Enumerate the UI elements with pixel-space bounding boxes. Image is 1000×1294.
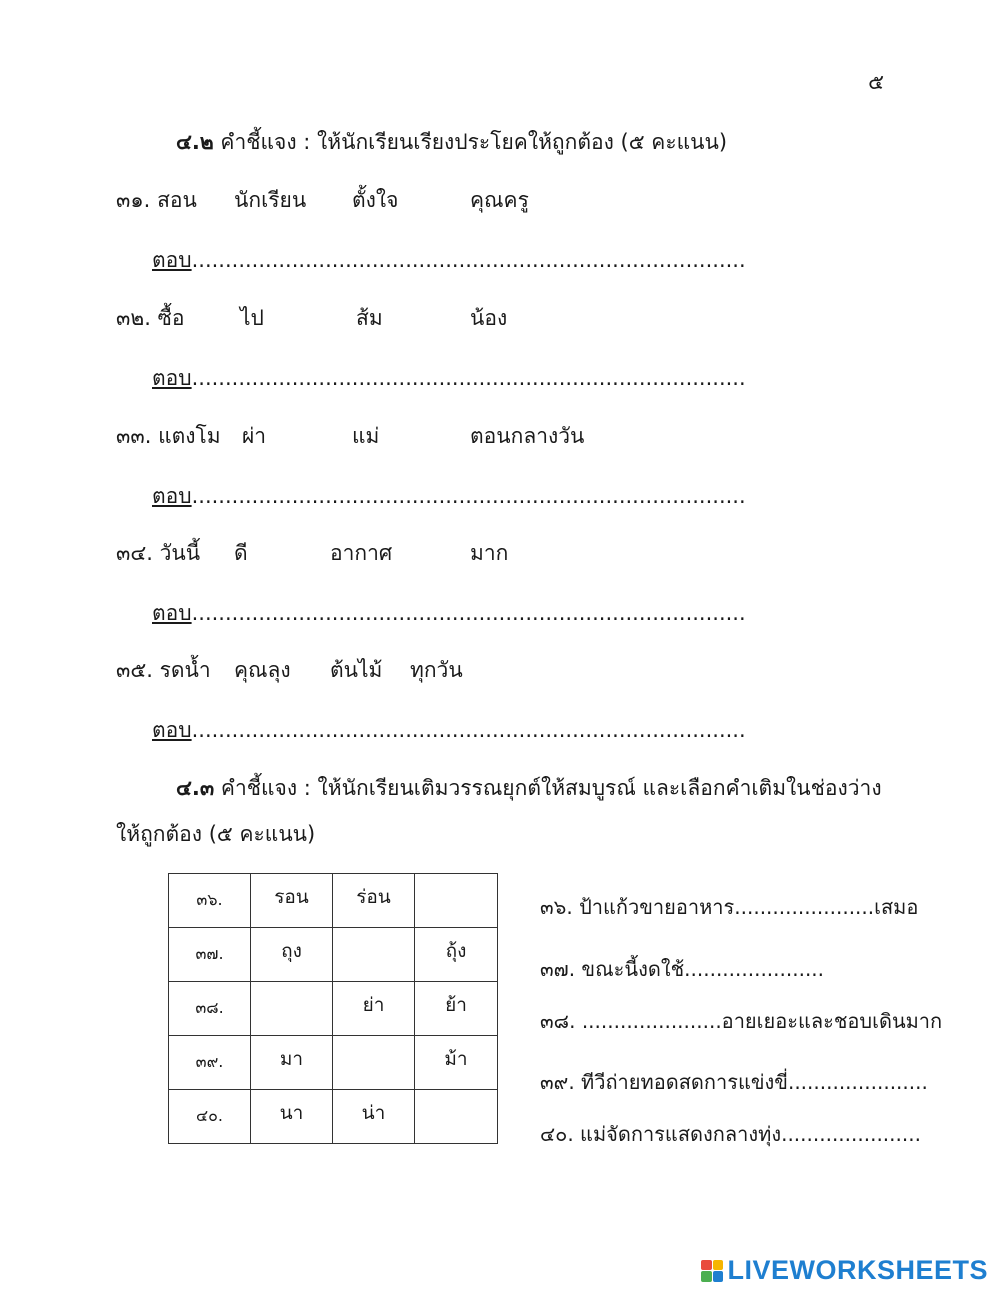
tone-mark-table [168,873,498,1144]
fill-sentence-40[interactable]: ๔๐. แม่จัดการแสดงกลางทุ่ง...................... [540,1122,921,1146]
table-cell: ๓๗. [169,928,251,982]
question-number: ๓๒. [116,306,151,330]
table-cell: ถุง [251,928,333,982]
section-43-number: ๔.๓ [176,776,215,800]
table-cell: ถุ้ง [415,928,498,982]
table-cell-blank[interactable] [415,1090,498,1144]
question-word: ไป [240,306,264,330]
answer-line-33[interactable] [152,480,746,513]
answer-blank[interactable]: ................................................................................... [191,718,746,742]
table-cell-blank[interactable] [333,928,415,982]
table-cell: ๓๙. [169,1036,251,1090]
table-row [169,1090,498,1144]
fill-sentence-38[interactable]: ๓๘. ......................อายเยอะและชอบเดินมาก [540,1009,943,1033]
question-word: ตั้งใจ [352,188,399,212]
question-word: ผ่า [242,424,267,448]
question-word: น้อง [470,306,508,330]
table-row [169,928,498,982]
question-word: ตอนกลางวัน [470,424,585,448]
answer-blank[interactable]: ................................................................................... [191,484,746,508]
question-word: คุณครู [470,188,529,212]
question-word: ต้นไม้ [330,658,383,682]
answer-line-34[interactable] [152,597,746,630]
section-42-number: ๔.๒ [176,130,214,154]
fill-sentence-39[interactable]: ๓๙. ทีวีถ่ายทอดสดการแข่งขี่...................... [540,1070,928,1094]
table-cell: ย้า [415,982,498,1036]
question-word: ส้ม [356,306,383,330]
answer-blank[interactable]: ................................................................................... [191,366,746,390]
question-word: วันนี้ [159,541,201,565]
page-number: ๕ [868,70,884,94]
question-32 [116,302,184,335]
table-cell: ร่อน [333,874,415,928]
answer-line-32[interactable] [152,362,746,395]
answer-label: ตอบ [152,601,192,625]
table-cell: ๓๖. [169,874,251,928]
section-42-heading [176,126,727,159]
answer-blank[interactable]: ................................................................................... [191,248,746,272]
table-cell-blank[interactable] [333,1036,415,1090]
question-33 [116,420,221,453]
fill-sentence-37[interactable]: ๓๗. ขณะนี้งดใช้...................... [540,957,825,981]
answer-label: ตอบ [152,366,192,390]
table-cell: ย่า [333,982,415,1036]
table-row [169,874,498,928]
table-row [169,1036,498,1090]
question-word: รดน้ำ [159,658,211,682]
table-cell: นา [251,1090,333,1144]
liveworksheets-logo-icon [701,1260,723,1282]
table-cell-blank[interactable] [251,982,333,1036]
question-word: แตงโม [158,424,221,448]
question-number: ๓๓. [116,424,152,448]
question-word: ทุกวัน [410,658,463,682]
question-word: สอน [157,188,197,212]
answer-label: ตอบ [152,248,192,272]
section-42-instruction: คำชี้แจง : ให้นักเรียนเรียงประโยคให้ถูกต้อง (๕ คะแนน) [213,130,728,154]
question-word: มาก [470,541,509,565]
table-cell: มา [251,1036,333,1090]
fill-sentence-36[interactable]: ๓๖. ป้าแก้วขายอาหาร......................เสมอ [540,895,919,919]
answer-line-31[interactable] [152,244,746,277]
answer-label: ตอบ [152,718,192,742]
question-word: ดี [234,541,248,565]
question-number: ๓๕. [116,658,153,682]
table-cell: ๔๐. [169,1090,251,1144]
liveworksheets-brand [701,1255,988,1286]
table-row [169,982,498,1036]
question-34 [116,537,200,570]
answer-label: ตอบ [152,484,192,508]
table-cell-blank[interactable] [415,874,498,928]
table-cell: ม้า [415,1036,498,1090]
table-cell: น่า [333,1090,415,1144]
question-word: แม่ [352,424,380,448]
section-43-heading [176,772,882,805]
question-word: นักเรียน [234,188,307,212]
table-cell: รอน [251,874,333,928]
section-43-instruction: คำชี้แจง : ให้นักเรียนเติมวรรณยุกต์ให้สมบูรณ์ และเลือกคำเติมในช่องว่าง [214,776,882,800]
question-31 [116,184,197,217]
answer-blank[interactable]: ................................................................................... [191,601,746,625]
section-43-instruction-line2: ให้ถูกต้อง (๕ คะแนน) [116,822,316,846]
question-number: ๓๔. [116,541,153,565]
brand-name: LIVEWORKSHEETS [727,1255,988,1285]
question-word: ซื้อ [157,306,185,330]
question-35 [116,654,211,687]
question-number: ๓๑. [116,188,151,212]
question-word: อากาศ [330,541,393,565]
table-cell: ๓๘. [169,982,251,1036]
answer-line-35[interactable] [152,714,746,747]
question-word: คุณลุง [234,658,291,682]
